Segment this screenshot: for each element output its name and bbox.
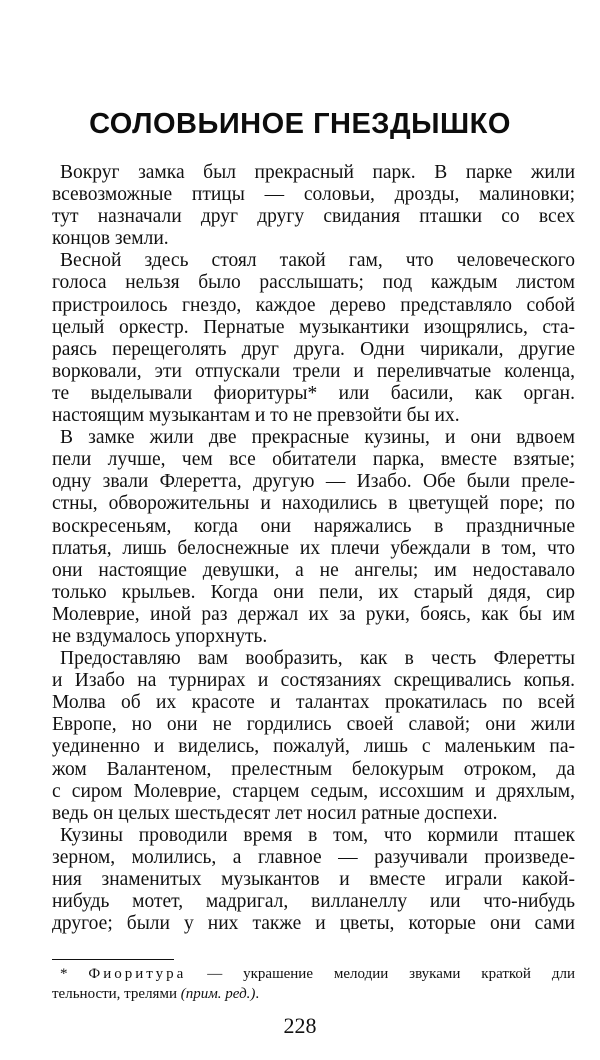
- text-line: голоса нельзя было расслышать; под каждым листом: [52, 272, 575, 294]
- text-line: Европе, но они не гордились своей славой; они жили: [52, 714, 575, 736]
- text-line: целый оркестр. Пернатые музыкантики изощрялись, ста-: [52, 316, 575, 338]
- text-line: ворковали, эти отпускали трели и переливчатые коленца,: [52, 360, 575, 382]
- text-line: Весной здесь стоял такой гам, что человеческого: [60, 250, 575, 272]
- text-line: другое; были у них также и цветы, которые они сами: [52, 913, 575, 935]
- text-line: раясь перещеголять друг друга. Одни чирикали, другие: [52, 338, 575, 360]
- text-line: не вздумалось упорхнуть.: [52, 625, 268, 647]
- text-line: ведь он целых шестьдесят лет носил ратные доспехи.: [52, 802, 498, 824]
- text-line: В замке жили две прекрасные кузины, и они вдвоем: [60, 427, 575, 449]
- text-line: пели лучше, чем все обитатели парка, вместе взятые;: [52, 449, 575, 471]
- text-line: Молва об их красоте и талантах прокатилась по всей: [52, 692, 575, 714]
- text-line: только крыльев. Когда они пели, их старый дядя, сир: [52, 581, 575, 603]
- text-line: всевозможные птицы — соловьи, дрозды, малиновки;: [52, 184, 575, 206]
- text-line: уединенно и виделись, пожалуй, лишь с маленьким па-: [52, 736, 575, 758]
- text-line: зерном, молились, а главное — разучивали произведе-: [52, 846, 575, 868]
- text-line: ния знаменитых музыкантов и вместе играли какой-: [52, 869, 575, 890]
- text-line: платья, лишь белоснежные их плечи убеждали в том, что: [52, 537, 575, 559]
- editor-note: (прим. ред.): [180, 986, 256, 1002]
- chapter-title: СОЛОВЬИНОЕ ГНЕЗДЫШКО: [89, 108, 511, 140]
- page-number: 228: [283, 1013, 317, 1038]
- text-line: настоящим музыкантам и то не превзойти бы их.: [52, 405, 460, 427]
- text-line: Молеврие, иной раз держал их за руки, боясь, как бы им: [52, 603, 575, 625]
- text-line: Предоставляю вам вообразить, как в честь Флеретты: [60, 648, 575, 670]
- footnote-line: [52, 984, 575, 1004]
- text-line: жом Валантеном, прелестным белокурым отроком, да: [52, 758, 575, 780]
- text-line: пристроилось гнездо, каждое дерево представляло собой: [52, 294, 575, 316]
- footnote-end: .: [255, 986, 260, 1002]
- footnote-continuation: тельности, трелями: [52, 986, 181, 1002]
- text-line: Кузины проводили время в том, что кормили пташек: [60, 824, 575, 846]
- footnote-divider: [52, 959, 174, 960]
- footnote-marker: *: [60, 966, 68, 982]
- text-line: те выделывали фиоритуры* или басили, как орган.: [52, 382, 575, 404]
- footnote-line: [52, 964, 575, 984]
- text-line: Вокруг замка был прекрасный парк. В парке жили: [60, 162, 575, 183]
- footnote: [52, 964, 575, 1004]
- text-line: стны, обворожительны и находились в цветущей поре; по: [52, 493, 575, 515]
- body-text: [52, 162, 575, 935]
- text-line: с сиром Молеврие, старцем седым, иссохшим и дряхлым,: [52, 780, 575, 802]
- text-line: концов земли.: [52, 228, 169, 250]
- text-line: одну звали Флеретта, другую — Изабо. Обе были преле-: [52, 471, 575, 493]
- text-line: нибудь мотет, мадригал, вилланеллу или что-нибудь: [52, 891, 575, 913]
- footnote-definition: — украшение мелодии звуками краткой дли: [186, 966, 575, 982]
- footnote-term: Фиоритура: [88, 966, 187, 982]
- text-line: и Изабо на турнирах и состязаниях скрещивались копья.: [52, 670, 575, 692]
- text-line: тут назначали друг другу свидания пташки со всех: [52, 206, 575, 228]
- text-line: воскресеньям, когда они наряжались в праздничные: [52, 515, 575, 537]
- text-line: они настоящие девушки, а не ангелы; им недоставало: [52, 559, 575, 581]
